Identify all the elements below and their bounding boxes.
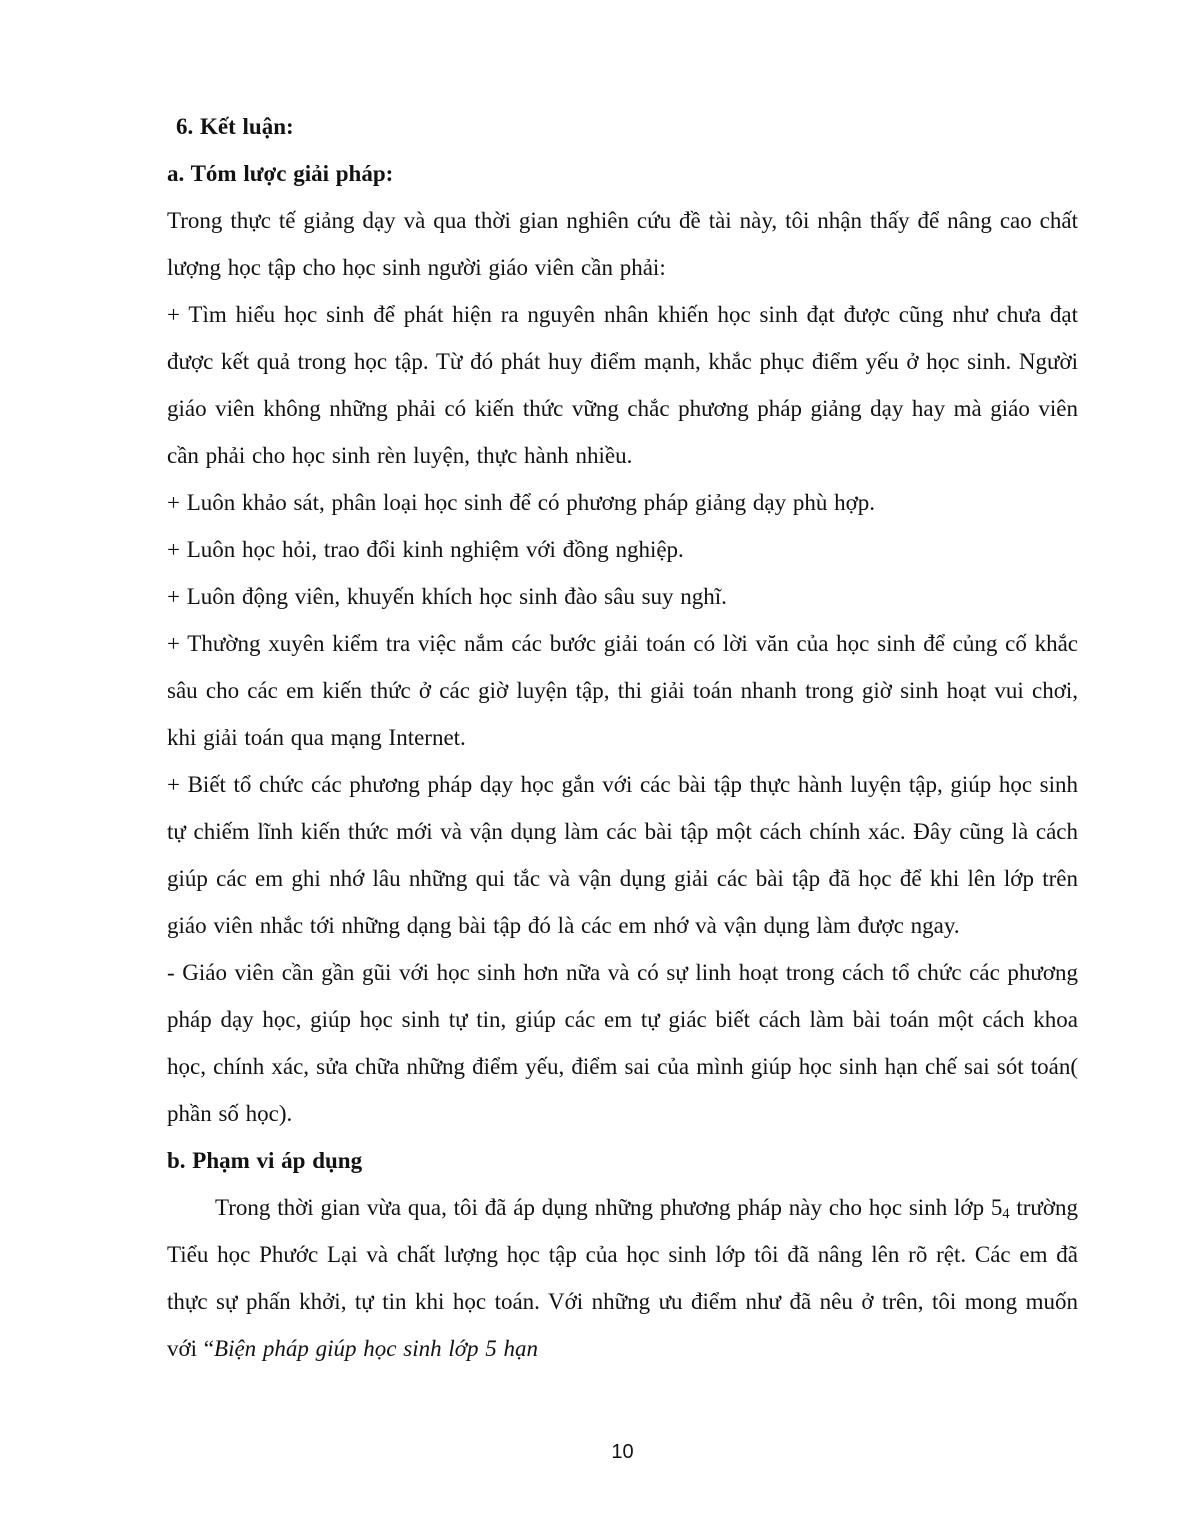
text-run: 6. Kết luận: xyxy=(176,114,294,139)
text-run: + Biết tổ chức các phương pháp dạy học gắn với các bài tập thực hành luyện tập, giúp học sinh tự chiếm lĩnh kiến thức mới và vận dụng làm các bài tập một cách chính xác. Đây cũng là cách giúp các em ghi nhớ lâu những qui tắc và vận dụng giải các bài tập đã học để khi lên lớp trên giáo viên nhắc tới những dạng bài tập đó là các em nhớ và vận dụng làm được ngay. xyxy=(167,772,1078,938)
paragraph xyxy=(167,197,1078,291)
text-run: b. Phạm vi áp dụng xyxy=(167,1148,363,1173)
paragraph xyxy=(167,1184,1078,1372)
text-run: a. Tóm lược giải pháp: xyxy=(167,161,394,186)
paragraph xyxy=(167,761,1078,949)
text-run: 4 xyxy=(1002,1205,1010,1222)
paragraph xyxy=(167,949,1078,1137)
paragraph xyxy=(167,573,1078,620)
text-run: + Luôn động viên, khuyến khích học sinh đào sâu suy nghĩ. xyxy=(167,584,727,609)
text-run: + Thường xuyên kiểm tra việc nắm các bước giải toán có lời văn của học sinh để củng cố khắc sâu cho các em kiến thức ở các giờ luyện tập, thi giải toán nhanh trong giờ sinh hoạt vui chơi, khi giải toán qua mạng Internet. xyxy=(167,631,1078,750)
page-number: 10 xyxy=(611,1441,634,1463)
text-run: trường Tiểu học Phước Lại và chất lượng học tập của học sinh lớp tôi đã nâng lên rõ rệt. Các em đã thực sự phấn khởi, tự tin khi học toán. Với những ưu điểm như đã nêu ở trên, tôi mong muốn với “ xyxy=(167,1195,1079,1361)
heading xyxy=(167,103,1078,150)
text-run: Trong thời gian vừa qua, tôi đã áp dụng những phương pháp này cho học sinh lớp 5 xyxy=(215,1195,1003,1220)
text-run: + Luôn khảo sát, phân loại học sinh để có phương pháp giảng dạy phù hợp. xyxy=(167,490,875,515)
text-run: + Tìm hiểu học sinh để phát hiện ra nguyên nhân khiến học sinh đạt được cũng như chưa đạt được kết quả trong học tập. Từ đó phát huy điểm mạnh, khắc phục điểm yếu ở học sinh. Người giáo viên không những phải có kiến thức vững chắc phương pháp giảng dạy hay mà giáo viên cần phải cho học sinh rèn luyện, thực hành nhiều. xyxy=(167,302,1078,468)
paragraph xyxy=(167,620,1078,761)
text-run: + Luôn học hỏi, trao đổi kinh nghiệm với đồng nghiệp. xyxy=(167,537,684,562)
text-run: Trong thực tế giảng dạy và qua thời gian nghiên cứu đề tài này, tôi nhận thấy để nâng cao chất lượng học tập cho học sinh người giáo viên cần phải: xyxy=(167,208,1078,280)
paragraph xyxy=(167,479,1078,526)
paragraph xyxy=(167,291,1078,479)
heading xyxy=(167,1137,1078,1184)
paragraph xyxy=(167,526,1078,573)
heading xyxy=(167,150,1078,197)
text-run: Biện pháp giúp học sinh lớp 5 hạn xyxy=(214,1336,539,1361)
document-body xyxy=(167,103,1078,1372)
text-run: - Giáo viên cần gần gũi với học sinh hơn nữa và có sự linh hoạt trong cách tổ chức các phương pháp dạy học, giúp học sinh tự tin, giúp các em tự giác biết cách làm bài toán một cách khoa học, chính xác, sửa chữa những điểm yếu, điểm sai của mình giúp học sinh hạn chế sai sót toán( phần số học). xyxy=(167,960,1078,1126)
